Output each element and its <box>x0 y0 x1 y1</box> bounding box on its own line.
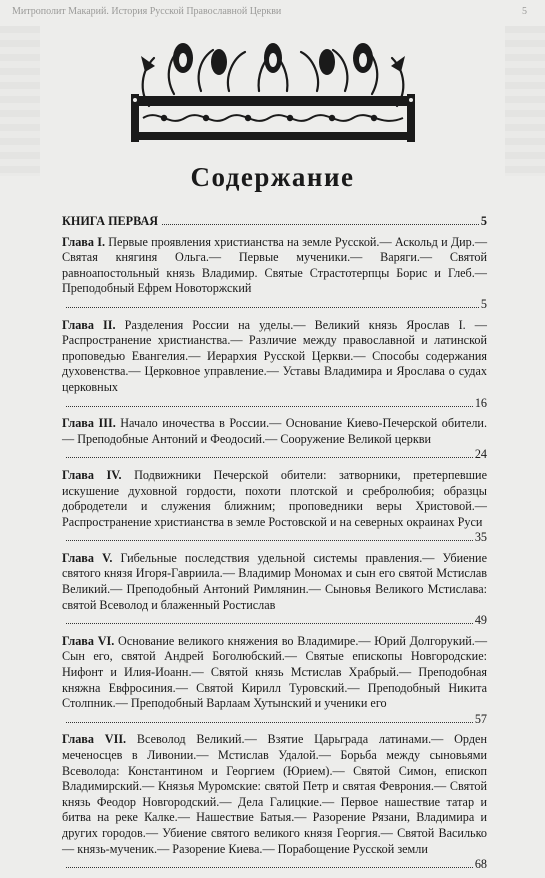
table-of-contents <box>62 214 487 878</box>
chapter-label: Глава III. <box>62 416 116 431</box>
book-page: 5 <box>480 214 487 228</box>
running-head-text: Митрополит Макарий. История Русской Православной Церкви <box>12 6 282 17</box>
toc-entry[interactable] <box>62 468 487 546</box>
chapter-page: 49 <box>474 613 487 628</box>
chapter-description: Первые проявления христианства на земле Русской.— Аскольд и Дир.— Святая княгиня Ольга.— Первые мученики.— Варяги.— Святой равноапостольный князь Владимир. Святые Страстотерпцы Борис и Глеб.— Преподобный Ефрем Новоторжский <box>62 234 488 296</box>
toc-entry[interactable] <box>62 235 487 313</box>
chapter-page: 68 <box>474 857 487 872</box>
running-head-page: 5 <box>522 6 527 17</box>
chapter-label: Глава IV. <box>62 467 122 482</box>
toc-book-heading[interactable] <box>62 214 487 230</box>
chapter-page: 16 <box>474 395 487 410</box>
chapter-page: 35 <box>474 530 487 545</box>
toc-entry[interactable] <box>62 732 487 872</box>
dot-leader <box>66 406 473 407</box>
dot-leader <box>66 867 473 868</box>
dot-leader <box>66 540 473 541</box>
dot-leader <box>66 457 473 458</box>
chapter-label: Глава VI. <box>62 633 115 648</box>
bleed-through-left <box>0 26 40 176</box>
chapter-description: Подвижники Печерской обители: затворники, претерпевшие искушение духовной гордости, похоти плотской и сребролюбия; образцы добродетели и служения ближним; проповедники веры Христовой.— Распространение христианства в земле Ростовской и на северных окраинах Руси <box>62 467 487 529</box>
ornamental-headpiece-icon <box>129 36 417 146</box>
chapter-page: 5 <box>480 296 487 311</box>
chapter-page: 24 <box>474 447 487 462</box>
dot-leader <box>66 307 479 308</box>
chapter-page: 57 <box>474 711 487 726</box>
chapter-description: Разделения России на уделы.— Великий князь Ярослав I. — Распространение христианства.— Различие между православной и латинской проповедью Евангелия.— Иерархия Русской Церкви.— Способы содержания духовенства.— Церковное управление.— Уставы Владимира и Ярослава о судах церковных <box>62 317 487 394</box>
running-head <box>12 6 533 22</box>
toc-entry[interactable] <box>62 551 487 629</box>
chapter-label: Глава VII. <box>62 732 127 747</box>
bleed-through-right <box>505 26 545 176</box>
toc-entry[interactable] <box>62 416 487 463</box>
chapter-description: Основание великого княжения во Владимире.— Юрий Долгорукий.— Сын его, святой Андрей Боголюбский.— Святые епископы Новгородские: Нифонт и Илия-Иоанн.— Святой князь Мстислав Храбрый.— Преподобная княжна Евфросиния.— Святой Кирилл Туровский.— Преподобный Никита Столпник.— Преподобный Варлаам Хутынский и ученики его <box>62 633 488 711</box>
chapter-label: Глава II. <box>62 317 116 332</box>
chapter-description: Гибельные последствия удельной системы правления.— Убиение святого князя Игоря-Гавриила.— Владимир Мономах и сын его святой Мстислав Великий.— Преподобный Антоний Римлянин.— Сыновья Великого Мстислава: святой Всеволод и блаженный Ростислав <box>62 550 487 612</box>
toc-entry[interactable] <box>62 634 487 728</box>
dot-leader <box>66 623 473 624</box>
page-title: Содержание <box>190 162 355 192</box>
dot-leader <box>162 224 479 225</box>
book-label: КНИГА ПЕРВАЯ <box>62 214 159 228</box>
toc-entry[interactable] <box>62 318 487 412</box>
chapter-label: Глава V. <box>62 550 113 565</box>
dot-leader <box>66 722 473 723</box>
chapter-description: Начало иночества в России.— Основание Киево-Печерской обители.— Преподобные Антоний и Феодосий.— Сооружение Великой церкви <box>62 416 488 446</box>
chapter-label: Глава I. <box>62 234 105 249</box>
chapter-description: Всеволод Великий.— Взятие Царьграда латинами.— Орден меченосцев в Ливонии.— Мстислав Удалой.— Борьба между сыновьями Всеволода: Константином и Георгием (Юрием).— Святой Симон, епископ Владимирский.— Князья Муромские: святой Петр и святая Феврония.— Святой князь Феодор Новгородский.— Дела Галицкие.— Первое нашествие татар и битва на реке Калке.— Нашествие Батыя.— Разорение Рязани, Владимира и других городов.— Убиение святого великого князя Георгия.— Святой Василько — князь-мученик.— Разорение Киева.— Порабощение Русской земли <box>62 732 487 856</box>
